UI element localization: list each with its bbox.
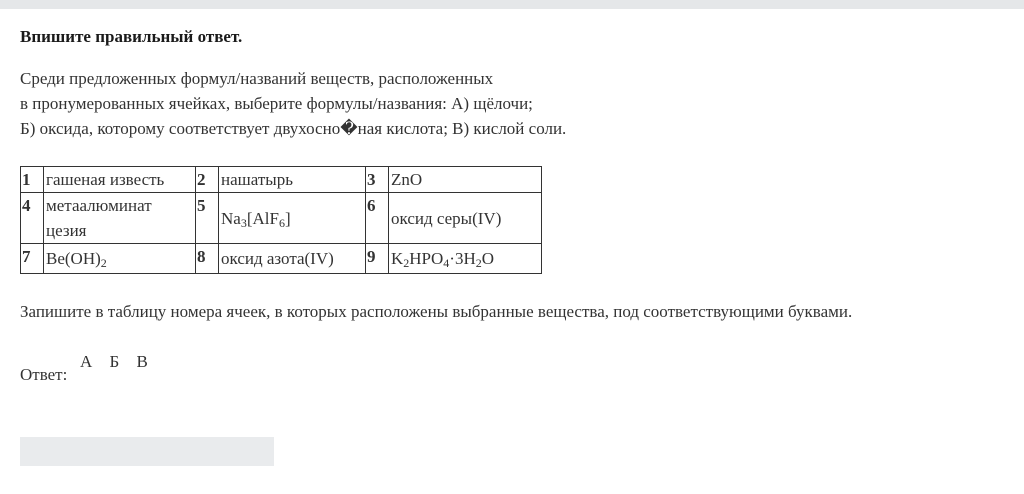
cell-formula — [44, 244, 196, 274]
formula-part: O — [481, 249, 495, 268]
cell-formula — [389, 244, 542, 274]
formula-subscript: 3 — [240, 215, 247, 230]
table-row — [21, 193, 542, 244]
cell-substance — [44, 193, 196, 244]
answer-label: Ответ: — [20, 365, 68, 384]
answer-letter-b: Б — [109, 352, 120, 371]
cell-number: 4 — [21, 193, 44, 244]
formula-subscript: 6 — [278, 215, 285, 230]
answer-letters — [80, 352, 161, 372]
cell-number: 2 — [196, 167, 219, 193]
question-line: Среди предложенных формул/названий веществ, расположенных — [20, 69, 494, 88]
cell-substance: оксид азота(IV) — [219, 244, 366, 274]
cell-number: 7 — [21, 244, 44, 274]
formula-part: ] — [284, 208, 291, 228]
formula-part: Na — [221, 208, 241, 228]
cell-number: 9 — [366, 244, 389, 274]
answer-letter-v: В — [136, 352, 148, 371]
formula-part: K — [391, 249, 404, 268]
formula-part: Be(OH) — [46, 249, 101, 268]
question-line: в пронумерованных ячейках, выберите формулы/названия: А) щёлочи; — [20, 94, 533, 113]
cell-substance: ZnO — [389, 167, 542, 193]
answer-letter-a: А — [80, 352, 93, 371]
cell-number: 8 — [196, 244, 219, 274]
cell-formula — [219, 193, 366, 244]
table-row — [21, 167, 542, 193]
formula-part: [AlF — [246, 208, 279, 228]
cell-substance-line: метаалюминат — [46, 196, 152, 215]
formula-part: HPO — [409, 249, 444, 268]
formula-subscript: 2 — [475, 256, 482, 270]
cell-substance-line: цезия — [46, 221, 87, 240]
substances-table — [20, 166, 542, 274]
formula-subscript: 2 — [100, 256, 107, 270]
cell-substance: нашатырь — [219, 167, 366, 193]
formula-part: ·3H — [449, 249, 476, 268]
question-text — [20, 66, 566, 141]
answer-input[interactable] — [20, 437, 274, 466]
cell-number: 6 — [366, 193, 389, 244]
formula-subscript: 4 — [443, 256, 450, 270]
top-bar — [0, 0, 1024, 9]
cell-number: 3 — [366, 167, 389, 193]
table-row — [21, 244, 542, 274]
cell-substance: оксид серы(IV) — [389, 193, 542, 244]
formula-subscript: 2 — [403, 256, 410, 270]
task-instruction: Впишите правильный ответ. — [20, 27, 243, 46]
cell-substance: гашеная известь — [44, 167, 196, 193]
cell-number: 1 — [21, 167, 44, 193]
cell-number: 5 — [196, 193, 219, 244]
write-instruction: Запишите в таблицу номера ячеек, в которых расположены выбранные вещества, под соответствующими буквами. — [20, 302, 853, 321]
question-line: Б) оксида, которому соответствует двухосно�ная кислота; В) кислой соли. — [20, 119, 567, 138]
